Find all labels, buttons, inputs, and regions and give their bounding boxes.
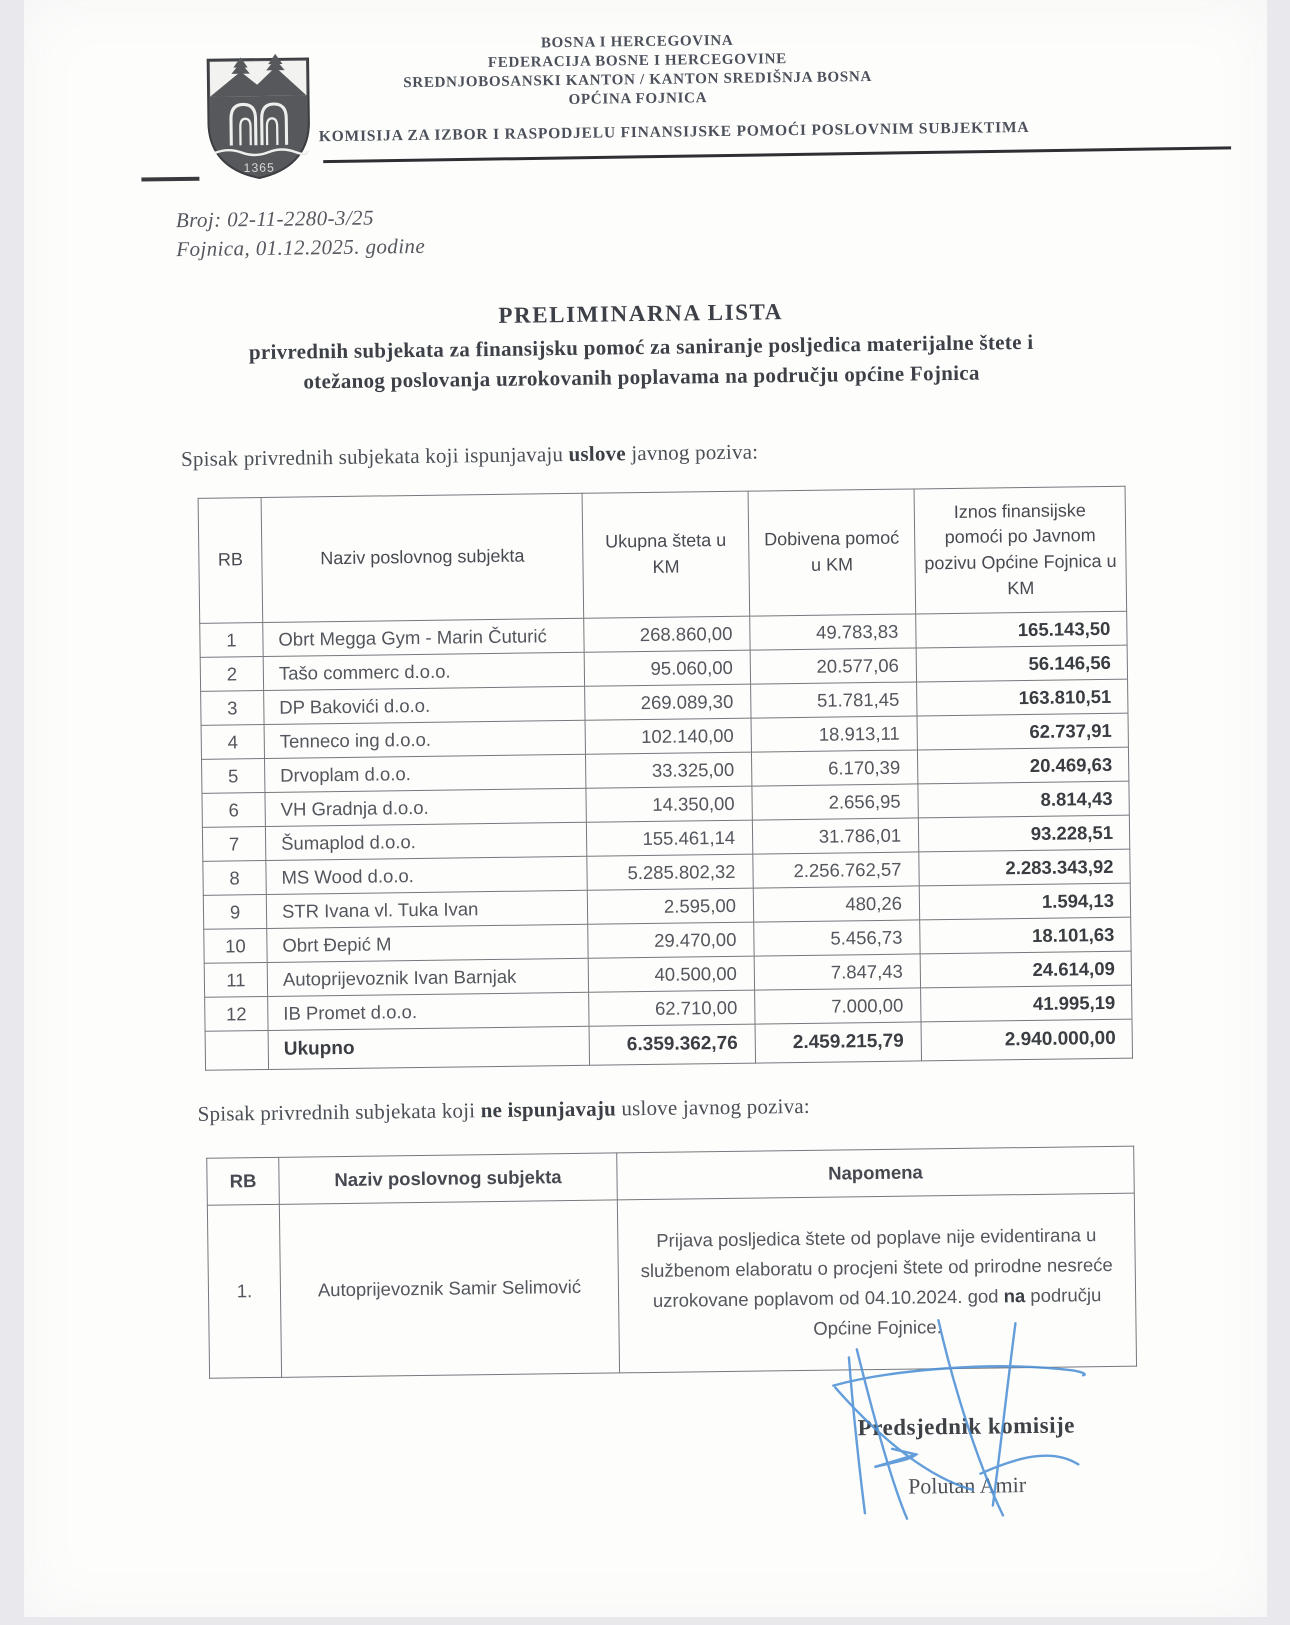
eligible-cell-damage: 40.500,00 [588, 956, 754, 992]
eligible-cell-damage: 155.461,14 [586, 820, 752, 856]
eligible-cell-name: Tenneco ing d.o.o. [264, 720, 585, 758]
eligible-cell-name: Autoprijevoznik Ivan Barnjak [267, 958, 588, 996]
eligible-cell-name: Obrt Megga Gym - Marin Čuturić [263, 618, 584, 656]
eligible-cell-amount: 165.143,50 [916, 611, 1127, 648]
eligible-cell-amount: 2.283.343,92 [919, 849, 1130, 886]
col-header-name: Naziv poslovnog subjekta [261, 493, 584, 622]
eligible-cell-name: VH Gradnja d.o.o. [265, 788, 586, 826]
eligible-cell-damage: 29.470,00 [588, 922, 754, 958]
eligible-cell-rb: 8 [203, 860, 266, 895]
col-header-rb: RB [198, 498, 263, 624]
eligible-intro-bold: uslove [568, 441, 626, 466]
col-header-received: Dobivena pomoć u KM [748, 489, 916, 616]
document-subtitle-line2: otežanog poslovanja uzrokovanih poplavama na području općine Fojnica [303, 360, 980, 394]
eligible-subjects-table [198, 486, 1133, 1071]
institution-header [16, 25, 1260, 117]
letterhead-dash [141, 177, 199, 182]
eligible-header-row [198, 486, 1127, 623]
eligible-cell-name: Šumaplod d.o.o. [265, 822, 586, 860]
col-header-rb2: RB [207, 1157, 280, 1205]
eligible-cell-received: 51.781,45 [751, 682, 917, 718]
emblem-year: 1365 [243, 160, 276, 176]
commission-title: KOMISIJA ZA IZBOR I RASPODJELU FINANSIJSKE POMOĆI POSLOVNIM SUBJEKTIMA [318, 118, 1030, 146]
eligible-cell-received: 31.786,01 [752, 818, 918, 854]
eligible-intro-prefix: Spisak privrednih subjekata koji ispunjavaju [180, 441, 569, 472]
institution-line-country: BOSNA I HERCEGOVINA [540, 32, 734, 52]
total-amount: 2.940.000,00 [921, 1019, 1132, 1061]
total-damage: 6.359.362,76 [589, 1024, 755, 1065]
institution-line-municipality: OPĆINA FOJNICA [568, 90, 708, 108]
reference-number: Broj: 02-11-2280-3/25 [175, 205, 375, 233]
eligible-cell-name: IB Promet d.o.o. [268, 992, 589, 1030]
eligible-cell-amount: 1.594,13 [919, 883, 1130, 920]
ineligible-rb: 1. [207, 1204, 281, 1378]
eligible-cell-received: 49.783,83 [750, 614, 916, 650]
eligible-cell-amount: 93.228,51 [918, 815, 1129, 852]
eligible-cell-received: 7.847,43 [754, 954, 920, 990]
eligible-cell-amount: 41.995,19 [921, 985, 1132, 1022]
eligible-cell-received: 480,26 [753, 886, 919, 922]
eligible-cell-amount: 18.101,63 [920, 917, 1131, 954]
eligible-cell-amount: 163.810,51 [917, 679, 1128, 716]
col-header-damage: Ukupna šteta u KM [582, 491, 750, 618]
eligible-cell-rb: 10 [204, 928, 267, 963]
eligible-cell-damage: 5.285.802,32 [587, 854, 753, 890]
eligible-cell-rb: 5 [202, 758, 265, 793]
eligible-cell-damage: 62.710,00 [589, 990, 755, 1026]
ineligible-intro-bold: ne ispunjavaju [480, 1096, 617, 1123]
eligible-cell-amount: 56.146,56 [916, 645, 1127, 682]
eligible-cell-name: DP Bakovići d.o.o. [264, 686, 585, 724]
ineligible-intro-suffix: uslove javnog poziva: [615, 1093, 811, 1121]
total-rb-cell [205, 1030, 269, 1070]
eligible-cell-damage: 268.860,00 [584, 616, 750, 652]
note-suffix: području Općine Fojnice. [813, 1284, 1102, 1339]
signature-name: Polutan Amir [907, 1472, 1027, 1499]
eligible-cell-name: Tašo commerc d.o.o. [263, 652, 584, 690]
eligible-intro-suffix: javnog poziva: [625, 439, 759, 466]
eligible-cell-damage: 33.325,00 [585, 752, 751, 788]
eligible-cell-damage: 102.140,00 [585, 718, 751, 754]
eligible-cell-rb: 2 [200, 657, 263, 692]
col-header-amount: Iznos finansijske pomoći po Javnom pozivu Općine Fojnica u KM [914, 486, 1127, 614]
eligible-cell-damage: 269.089,30 [585, 684, 751, 720]
eligible-cell-received: 20.577,06 [750, 648, 916, 684]
ineligible-intro-prefix: Spisak privrednih subjekata koji [197, 1098, 481, 1126]
handwritten-signature [810, 1312, 1113, 1536]
eligible-cell-amount: 24.614,09 [920, 951, 1131, 988]
eligible-cell-amount: 62.737,91 [917, 713, 1128, 750]
eligible-cell-name: MS Wood d.o.o. [266, 856, 587, 894]
col-header-note: Napomena [617, 1146, 1135, 1200]
col-header-name2: Naziv poslovnog subjekta [279, 1153, 618, 1204]
document-subtitle-line1: privrednih subjekata za finansijsku pomoć za saniranje posljedica materijalne štete i [248, 329, 1034, 365]
eligible-cell-rb: 4 [201, 724, 264, 759]
note-prefix: Prijava posljedica štete od poplave nije evidentirana u službenom elaboratu o procjeni štete od prirodne nesreće uzrokovane poplavom od 04.10.2024. god [640, 1224, 1113, 1311]
eligible-cell-received: 6.170,39 [751, 750, 917, 786]
total-label: Ukupno [268, 1026, 589, 1069]
eligible-cell-received: 2.256.762,57 [753, 852, 919, 888]
eligible-cell-received: 18.913,11 [751, 716, 917, 752]
scanned-content [15, 0, 1279, 1625]
eligible-table-body [200, 611, 1132, 1031]
eligible-cell-name: STR Ivana vl. Tuka Ivan [266, 890, 587, 928]
eligible-cell-received: 5.456,73 [754, 920, 920, 956]
ineligible-list-intro [197, 1094, 810, 1127]
ineligible-name: Autoprijevoznik Samir Selimović [279, 1200, 619, 1377]
eligible-cell-damage: 95.060,00 [584, 650, 750, 686]
document-title: PRELIMINARNA LISTA [498, 299, 784, 328]
letterhead-rule [323, 146, 1231, 163]
eligible-cell-damage: 2.595,00 [587, 888, 753, 924]
eligible-cell-rb: 12 [205, 996, 268, 1031]
eligible-cell-rb: 11 [204, 962, 267, 997]
eligible-cell-rb: 3 [201, 690, 264, 725]
total-received: 2.459.215,79 [755, 1022, 921, 1063]
institution-line-canton: SREDNJOBOSANSKI KANTON / KANTON SREDIŠNJA BOSNA [403, 68, 873, 92]
eligible-list-intro [181, 440, 758, 473]
eligible-cell-damage: 14.350,00 [586, 786, 752, 822]
signature-role: Predsjednik komisije [857, 1412, 1076, 1441]
eligible-cell-amount: 8.814,43 [918, 781, 1129, 818]
eligible-cell-rb: 1 [200, 623, 263, 658]
eligible-cell-rb: 7 [202, 826, 265, 861]
place-and-date: Fojnica, 01.12.2025. godine [176, 233, 426, 262]
eligible-cell-received: 2.656,95 [752, 784, 918, 820]
eligible-cell-received: 7.000,00 [755, 988, 921, 1024]
note-bold: na [1003, 1285, 1026, 1307]
eligible-cell-name: Obrt Đepić M [267, 924, 588, 962]
eligible-cell-amount: 20.469,63 [917, 747, 1128, 784]
institution-line-federation: FEDERACIJA BOSNE I HERCEGOVINE [487, 51, 787, 72]
eligible-cell-name: Drvoplam d.o.o. [265, 754, 586, 792]
paper-sheet [24, 0, 1267, 1617]
eligible-cell-rb: 9 [203, 894, 266, 929]
eligible-cell-rb: 6 [202, 792, 265, 827]
